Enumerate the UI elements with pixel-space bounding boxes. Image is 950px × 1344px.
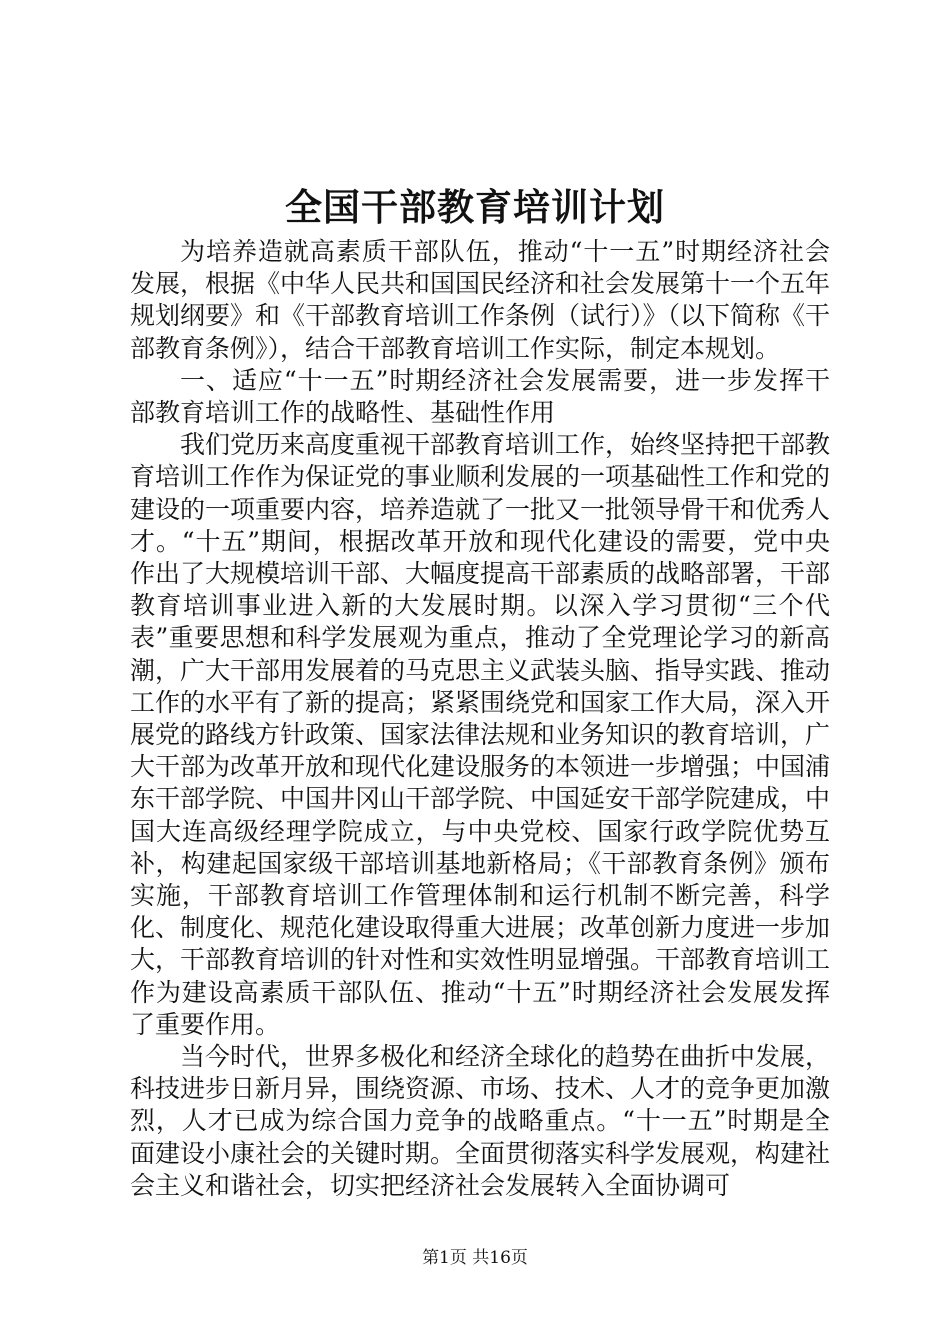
paragraph-history: 我们党历来高度重视干部教育培训工作，始终坚持把干部教育培训工作作为保证党的事业顺利发展的一项基础性工作和党的建设的一项重要内容，培养造就了一批又一批领导骨干和优秀人才。“十五”期间，根据改革开放和现代化建设的需要，党中央作出了大规模培训干部、大幅度提高干部素质的战略部署，干部教育培训事业进入新的大发展时期。以深入学习贯彻“三个代表”重要思想和科学发展观为重点，推动了全党理论学习的新高潮，广大干部用发展着的马克思主义武装头脑、指导实践、推动工作的水平有了新的提高；紧紧围绕党和国家工作大局，深入开展党的路线方针政策、国家法律法规和业务知识的教育培训，广大干部为改革开放和现代化建设服务的本领进一步增强；中国浦东干部学院、中国井冈山干部学院、中国延安干部学院建成，中国大连高级经理学院成立，与中央党校、国家行政学院优势互补，构建起国家级干部培训基地新格局；《干部教育条例》颁布实施，干部教育培训工作管理体制和运行机制不断完善，科学化、制度化、规范化建设取得重大进展；改革创新力度进一步加大，干部教育培训的针对性和实效性明显增强。干部教育培训工作为建设高素质干部队伍、推动“十五”时期经济社会发展发挥了重要作用。 <box>130 430 831 1039</box>
paragraph-current-era: 当今时代，世界多极化和经济全球化的趋势在曲折中发展，科技进步日新月异，围绕资源、市场、技术、人才的竞争更加激烈，人才已成为综合国力竞争的战略重点。“十一五”时期是全面建设小康社会的关键时期。全面贯彻落实科学发展观，构建社会主义和谐社会，切实把经济社会发展转入全面协调可 <box>130 1042 831 1200</box>
document-title: 全国干部教育培训计划 <box>285 185 665 229</box>
page-footer: 第1页 共16页 <box>422 1248 528 1268</box>
document-body <box>130 236 830 1202</box>
paragraph-intro: 为培养造就高素质干部队伍，推动“十一五”时期经济社会发展，根据《中华人民共和国国民经济和社会发展第十一个五年规划纲要》和《干部教育培训工作条例（试行）》（以下简称《干部教育条例》），结合干部教育培训工作实际，制定本规划。 <box>130 237 831 363</box>
section-heading-1: 一、适应“十一五”时期经济社会发展需要，进一步发挥干部教育培训工作的战略性、基础性作用 <box>130 365 830 428</box>
